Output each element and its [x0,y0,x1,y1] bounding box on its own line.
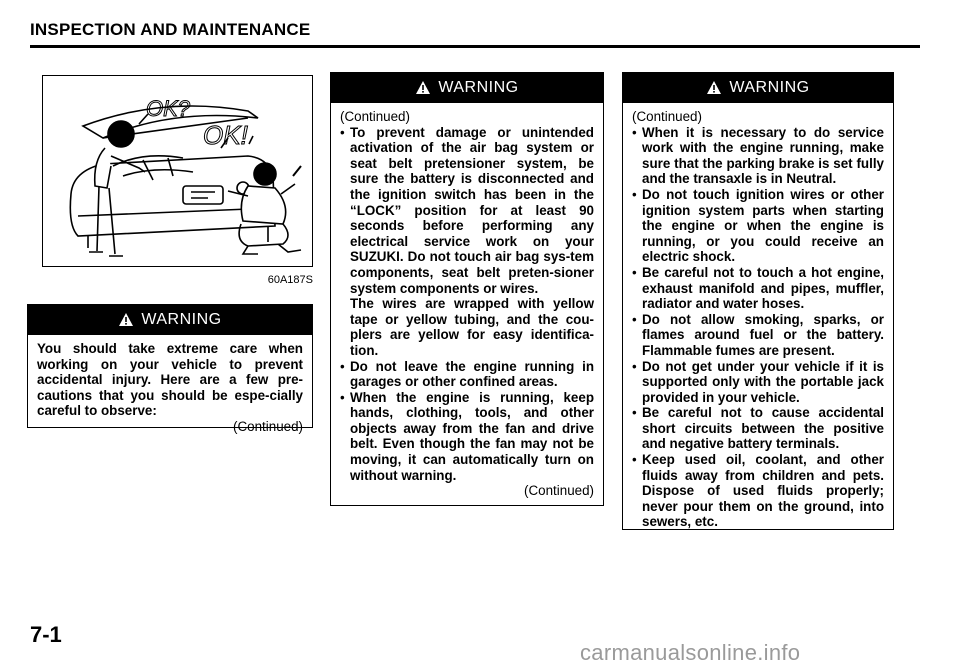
warning-triangle-icon [118,308,134,338]
warning-header [623,73,893,103]
warning-header [28,305,312,335]
warning-title: WARNING [438,79,519,96]
warning-box-middle [330,72,604,506]
figure-code: 60A187S [267,274,313,286]
list-item: • Do not leave the engine running in garages or other confined areas. [340,359,594,390]
bubble-ok-exclaim: OK! [203,120,248,150]
warning-box-right [622,72,894,530]
list-item: • Do not allow smoking, sparks, or flames around fuel or the battery. Flammable fumes are present. [632,312,884,359]
continued-label: (Continued) [340,109,410,124]
illustration-box [42,75,313,267]
warning-header [331,73,603,103]
list-item: • Do not get under your vehicle if it is supported only with the portable jack provided in your vehicle. [632,359,884,406]
list-item [340,125,594,359]
warning-triangle-icon [415,76,431,106]
list-item: • Keep used oil, coolant, and other fluids away from children and pets. Dispose of used fluids properly; never pour them on the ground, into sewers, etc. [632,452,884,530]
list-item: • When it is necessary to do service work with the engine running, make sure that the parking brake is set fully and the transaxle is in Neutral. [632,125,884,187]
continued-label: (Continued) [233,418,303,434]
continued-label: (Continued) [524,483,594,499]
mechanics-illustration [43,76,312,266]
warning-title: WARNING [141,311,222,328]
list-item: • When the engine is running, keep hands, clothing, tools, and other objects away from the fan and drive belt. Even though the fan may not be moving, it can automatically turn on without warning. [340,390,594,484]
header-divider [30,45,920,48]
list-item: • Be careful not to cause accidental short circuits between the positive and negative battery terminals. [632,405,884,452]
bubble-ok-question: OK? [146,96,191,121]
warning-intro-text: You should take extreme care when working on your vehicle to prevent accidental injury. Here are a few pre-cautions that you should be espe-cially careful to observe: [37,341,303,419]
list-item-note: The wires are wrapped with yellow tape or yellow tubing, and the cou-plers are yellow for easy identifica-tion. [350,296,594,358]
section-title: INSPECTION AND MAINTENANCE [30,20,311,39]
page-number: 7-1 [30,622,62,647]
list-item: • Do not touch ignition wires or other ignition system parts when starting the engine or when the engine is running, or you could receive an electric shock. [632,187,884,265]
continued-label: (Continued) [632,109,702,124]
warning-box-intro [27,304,313,434]
list-item: • Be careful not to touch a hot engine, exhaust manifold and pipes, muffler, radiator and water hoses. [632,265,884,312]
warning-title: WARNING [729,79,810,96]
list-item-text: To prevent damage or unintended activation of the air bag system or seat belt pretensioner system, be sure the battery is disconnected and the ignition switch has been in the “LOCK” position for at least 90 seconds before performing any electrical service work on your SUZUKI. Do not touch air bag sys-tem components, seat belt preten-sioner system components or wires. [350,124,594,296]
warning-triangle-icon [706,76,722,106]
watermark: carmanualsonline.info [580,640,801,665]
